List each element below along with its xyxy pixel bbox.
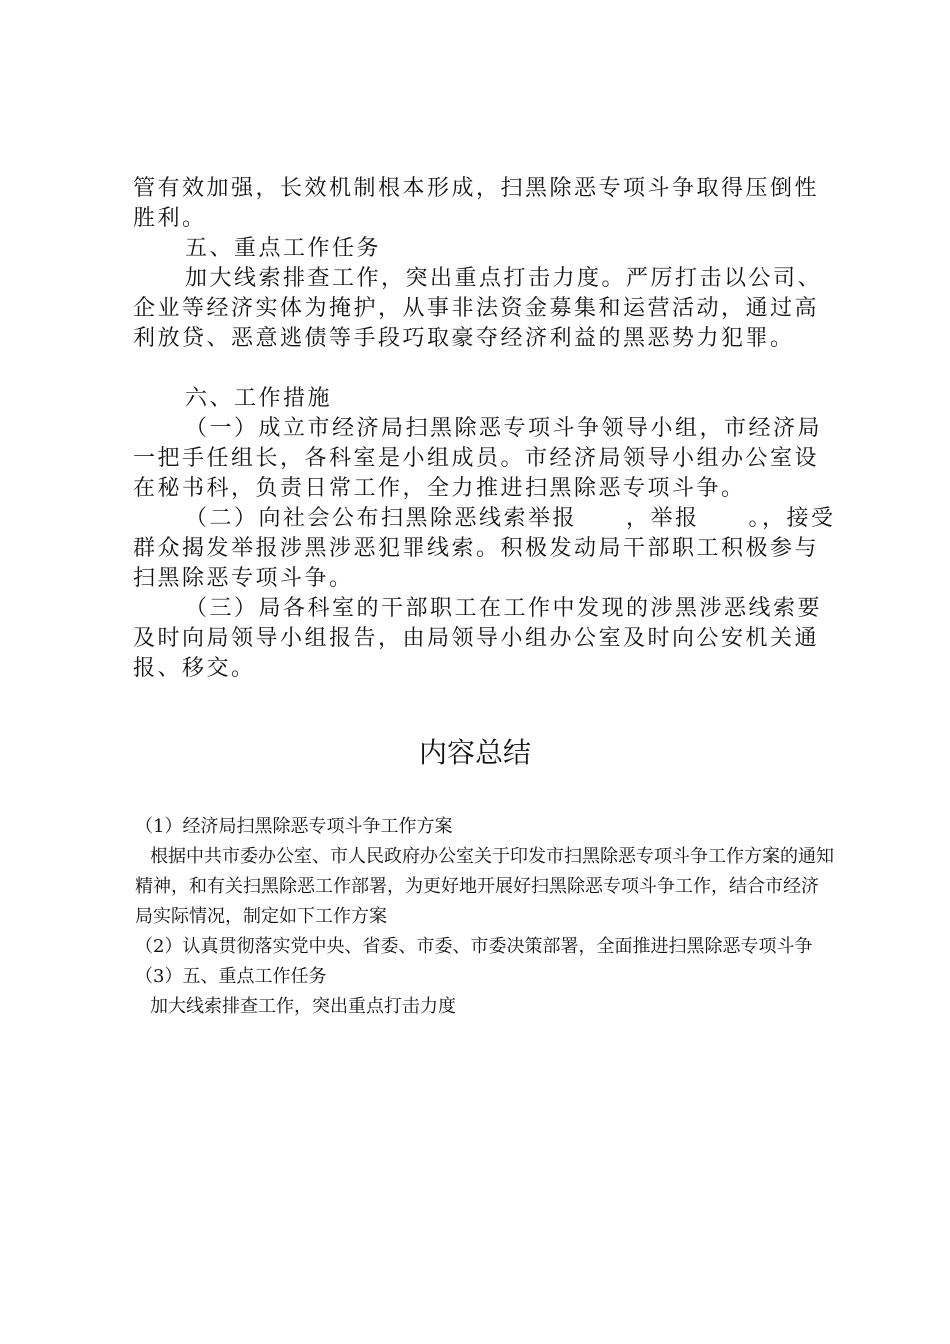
summary-item-3-body: 加大线索排查工作，突出重点打击力度 [150, 996, 456, 1017]
paragraph-continuation: 管有效加强，长效机制根本形成，扫黑除恶专项斗争取得压倒性胜利。 [133, 176, 820, 231]
summary-item-3-heading: （3）五、重点工作任务 [135, 966, 327, 987]
section-heading-5: 五、重点工作任务 [185, 236, 382, 261]
paragraph-gap [133, 354, 838, 384]
summary-item-2: （2）认真贯彻落实党中央、省委、市委、市委决策部署，全面推进扫黑除恶专项斗争 [135, 936, 813, 957]
summary-item-1-body: 根据中共市委办公室、市人民政府办公室关于印发市扫黑除恶专项斗争工作方案的通知精神，和有关扫黑除恶工作部署，为更好地开展好扫黑除恶专项斗争工作，结合市经济局实际情况，制定如下工作方案 [135, 846, 834, 927]
summary-title: 内容总结 [418, 736, 531, 769]
summary-section [135, 812, 835, 1022]
measure-item-1: （一）成立市经济局扫黑除恶专项斗争领导小组，市经济局一把手任组长，各科室是小组成员。市经济局领导小组办公室设在秘书科，负责日常工作，全力推进扫黑除恶专项斗争。 [133, 416, 823, 501]
measure-item-3: （三）局各科室的干部职工在工作中发现的涉黑涉恶线索要及时向局领导小组报告，由局领导小组办公室及时向公安机关通报、移交。 [133, 596, 823, 681]
paragraph-key-tasks: 加大线索排查工作，突出重点打击力度。严厉打击以公司、企业等经济实体为掩护，从事非法资金募集和运营活动，通过高利放贷、恶意逃债等手段巧取豪夺经济利益的黑恶势力犯罪。 [133, 266, 823, 351]
summary-item-1-heading: （1）经济局扫黑除恶专项斗争工作方案 [135, 816, 453, 837]
measure-item-2: （二）向社会公布扫黑除恶线索举报 ，举报 。，接受群众揭发举报涉黑涉恶犯罪线索。积极发动局干部职工积极参与扫黑除恶专项斗争。 [133, 506, 836, 591]
section-heading-6: 六、工作措施 [185, 386, 333, 411]
document-body [133, 174, 838, 684]
